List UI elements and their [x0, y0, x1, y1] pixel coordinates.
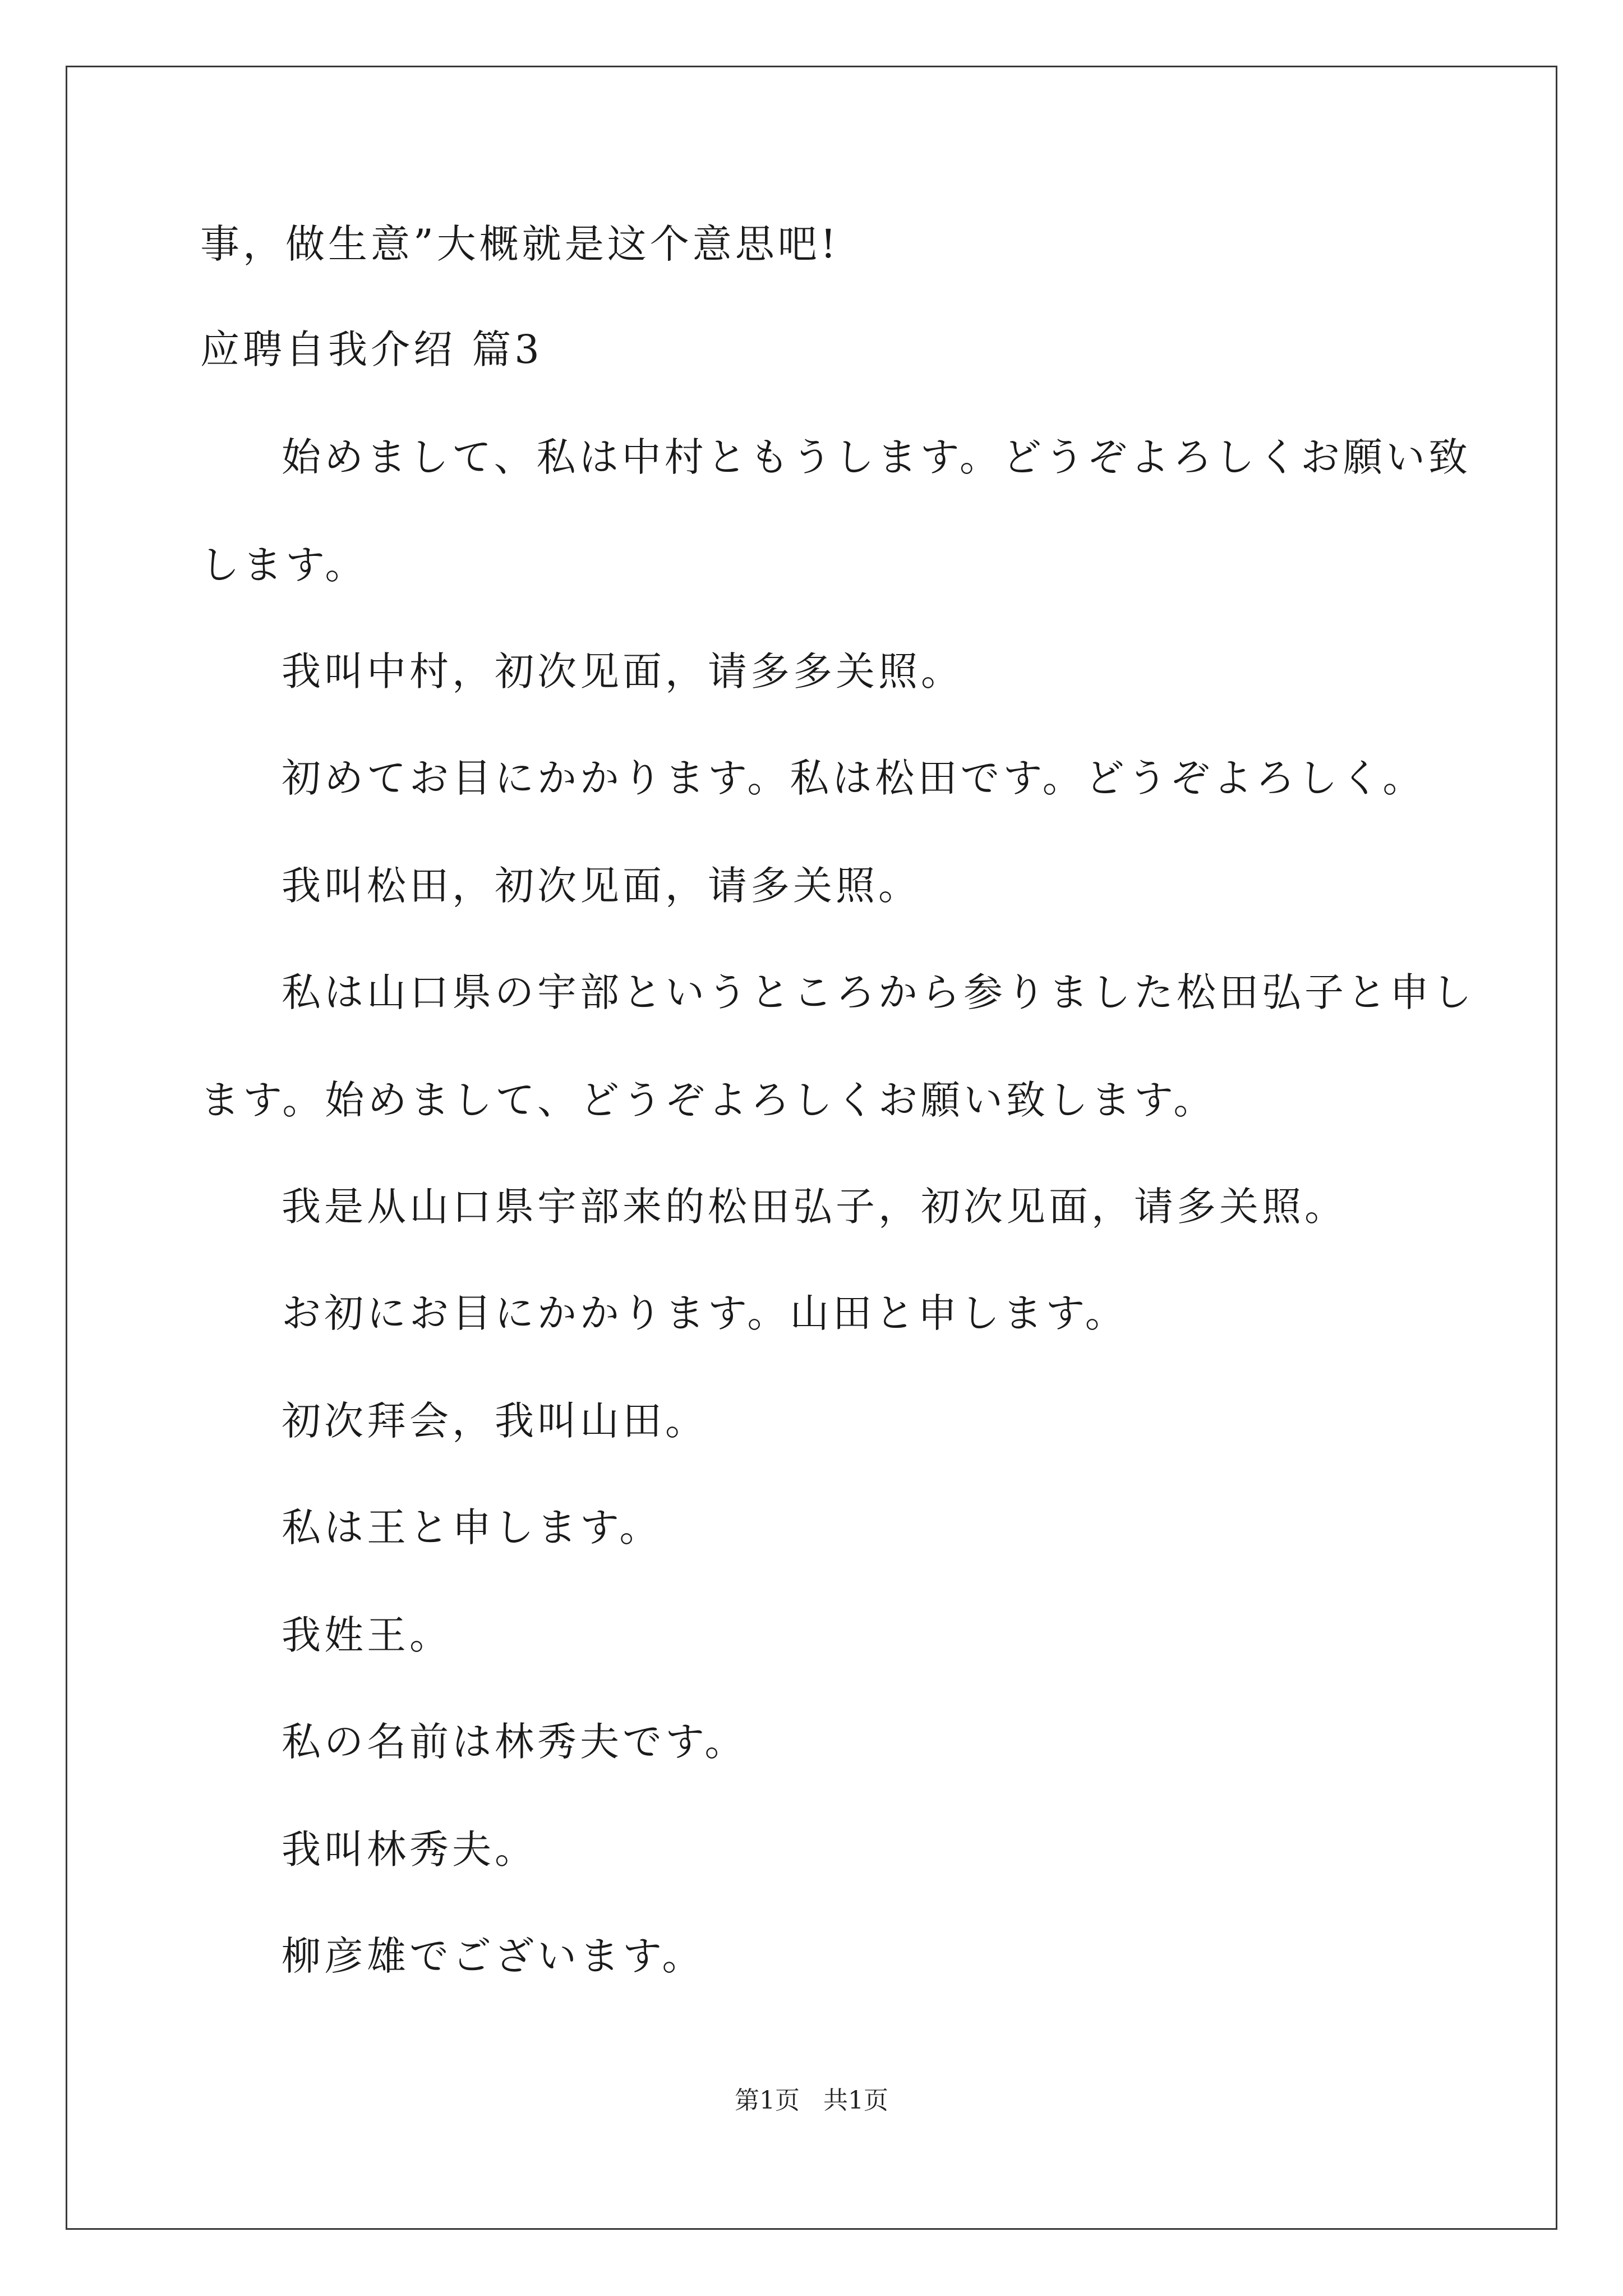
- paragraph-line: 初めてお目にかかります。私は松田です。どうぞよろしく。: [282, 755, 1426, 801]
- paragraph-line: 私は王と申します。: [282, 1504, 662, 1550]
- paragraph-line: 私の名前は林秀夫です。: [282, 1719, 748, 1765]
- page-footer: 第1页 共1页: [735, 2086, 888, 2115]
- paragraph-line: ます。始めまして、どうぞよろしくお願い致します。: [200, 1077, 1216, 1123]
- paragraph-line: 我叫松田，初次见面，请多关照。: [282, 863, 921, 909]
- paragraph-line: 我叫中村，初次见面，请多多关照。: [282, 648, 963, 694]
- paragraph-line: 我姓王。: [282, 1612, 452, 1658]
- paragraph-line: 柳彦雄でございます。: [282, 1933, 705, 1979]
- paragraph-line: 初次拜会，我叫山田。: [282, 1398, 708, 1444]
- text-line: 事，做生意”大概就是这个意思吧!: [200, 221, 840, 267]
- paragraph-line: 我叫林秀夫。: [282, 1826, 537, 1872]
- paragraph-line: 始めまして、私は中村ともうします。どうぞよろしくお願い致: [282, 434, 1471, 480]
- paragraph-line: 我是从山口県宇部来的松田弘子，初次见面，请多关照。: [282, 1184, 1347, 1230]
- section-heading: 应聘自我介绍 篇3: [200, 326, 543, 372]
- paragraph-line: お初にお目にかかります。山田と申します。: [282, 1290, 1128, 1336]
- page-frame: [66, 66, 1557, 2230]
- paragraph-line: 私は山口県の宇部というところから参りました松田弘子と申し: [282, 969, 1475, 1015]
- paragraph-line: します。: [200, 542, 368, 588]
